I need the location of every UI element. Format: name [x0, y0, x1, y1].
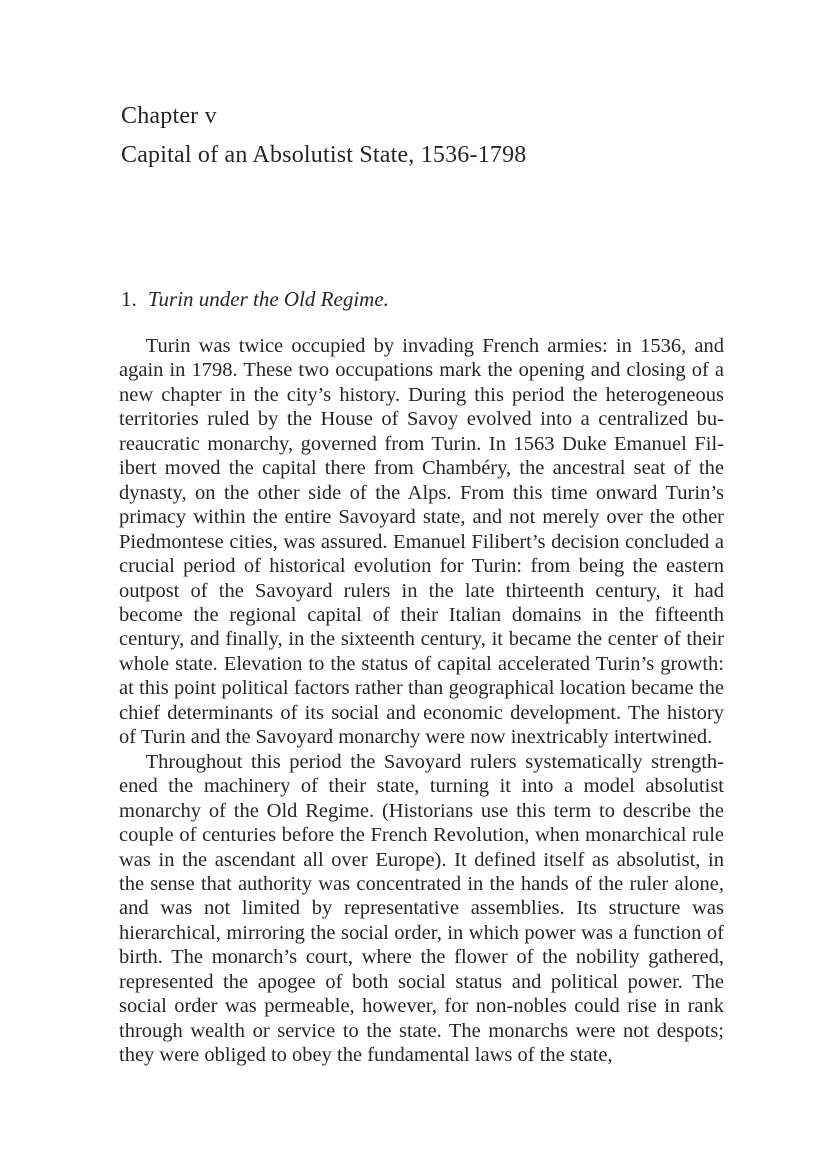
body-text	[119, 334, 724, 1068]
paragraph: Turin was twice occupied by invading French armies: in 1536, and again in 1798. These two occupations mark the opening and closing of a new chapter in the city’s history. During this period the heterogeneous territories ruled by the House of Savoy evolved into a centralized bureaucratic monarchy, governed from Turin. In 1563 Duke Emanuel Filibert moved the capital there from Chambéry, the ancestral seat of the dynasty, on the other side of the Alps. From this time onward Turin’s primacy within the entire Savoyard state, and not merely over the other Piedmontese cities, was assured. Emanuel Filibert’s decision concluded a crucial period of historical evolution for Turin: from being the eastern outpost of the Savoyard rulers in the late thirteenth century, it had become the regional capital of their Italian domains in the fifteenth century, and finally, in the sixteenth century, it became the center of their whole state. Elevation to the status of capital accelerated Turin’s growth: at this point political factors rather than geographical location became the chief determinants of its social and economic development. The history of Turin and the Savoyard monarchy were now inextricably intertwined.	[119, 335, 724, 749]
section-heading	[121, 284, 389, 314]
section-number: 1.	[121, 287, 137, 311]
chapter-title: Capital of an Absolutist State, 1536-1798	[121, 142, 527, 168]
section-title: Turin under the Old Regime.	[148, 287, 389, 311]
chapter-label: Chapter v	[121, 103, 217, 129]
paragraph: Throughout this period the Savoyard rulers systematically strengthened the machinery of their state, turning it into a model absolutist monarchy of the Old Regime. (Historians use this term to describe the couple of centuries before the French Revolution, when monarchical rule was in the ascendant all over Europe). It defined itself as absolutist, in the sense that authority was concentrated in the hands of the ruler alone, and was not limited by representative assemblies. Its structure was hierarchical, mirroring the social order, in which power was a function of birth. The monarch’s court, where the flower of the nobility gathered, represented the apogee of both social status and political power. The social order was permeable, however, for non-nobles could rise in rank through wealth or service to the state. The monarchs were not despots; they were obliged to obey the fundamental laws of the state,	[119, 750, 724, 1067]
